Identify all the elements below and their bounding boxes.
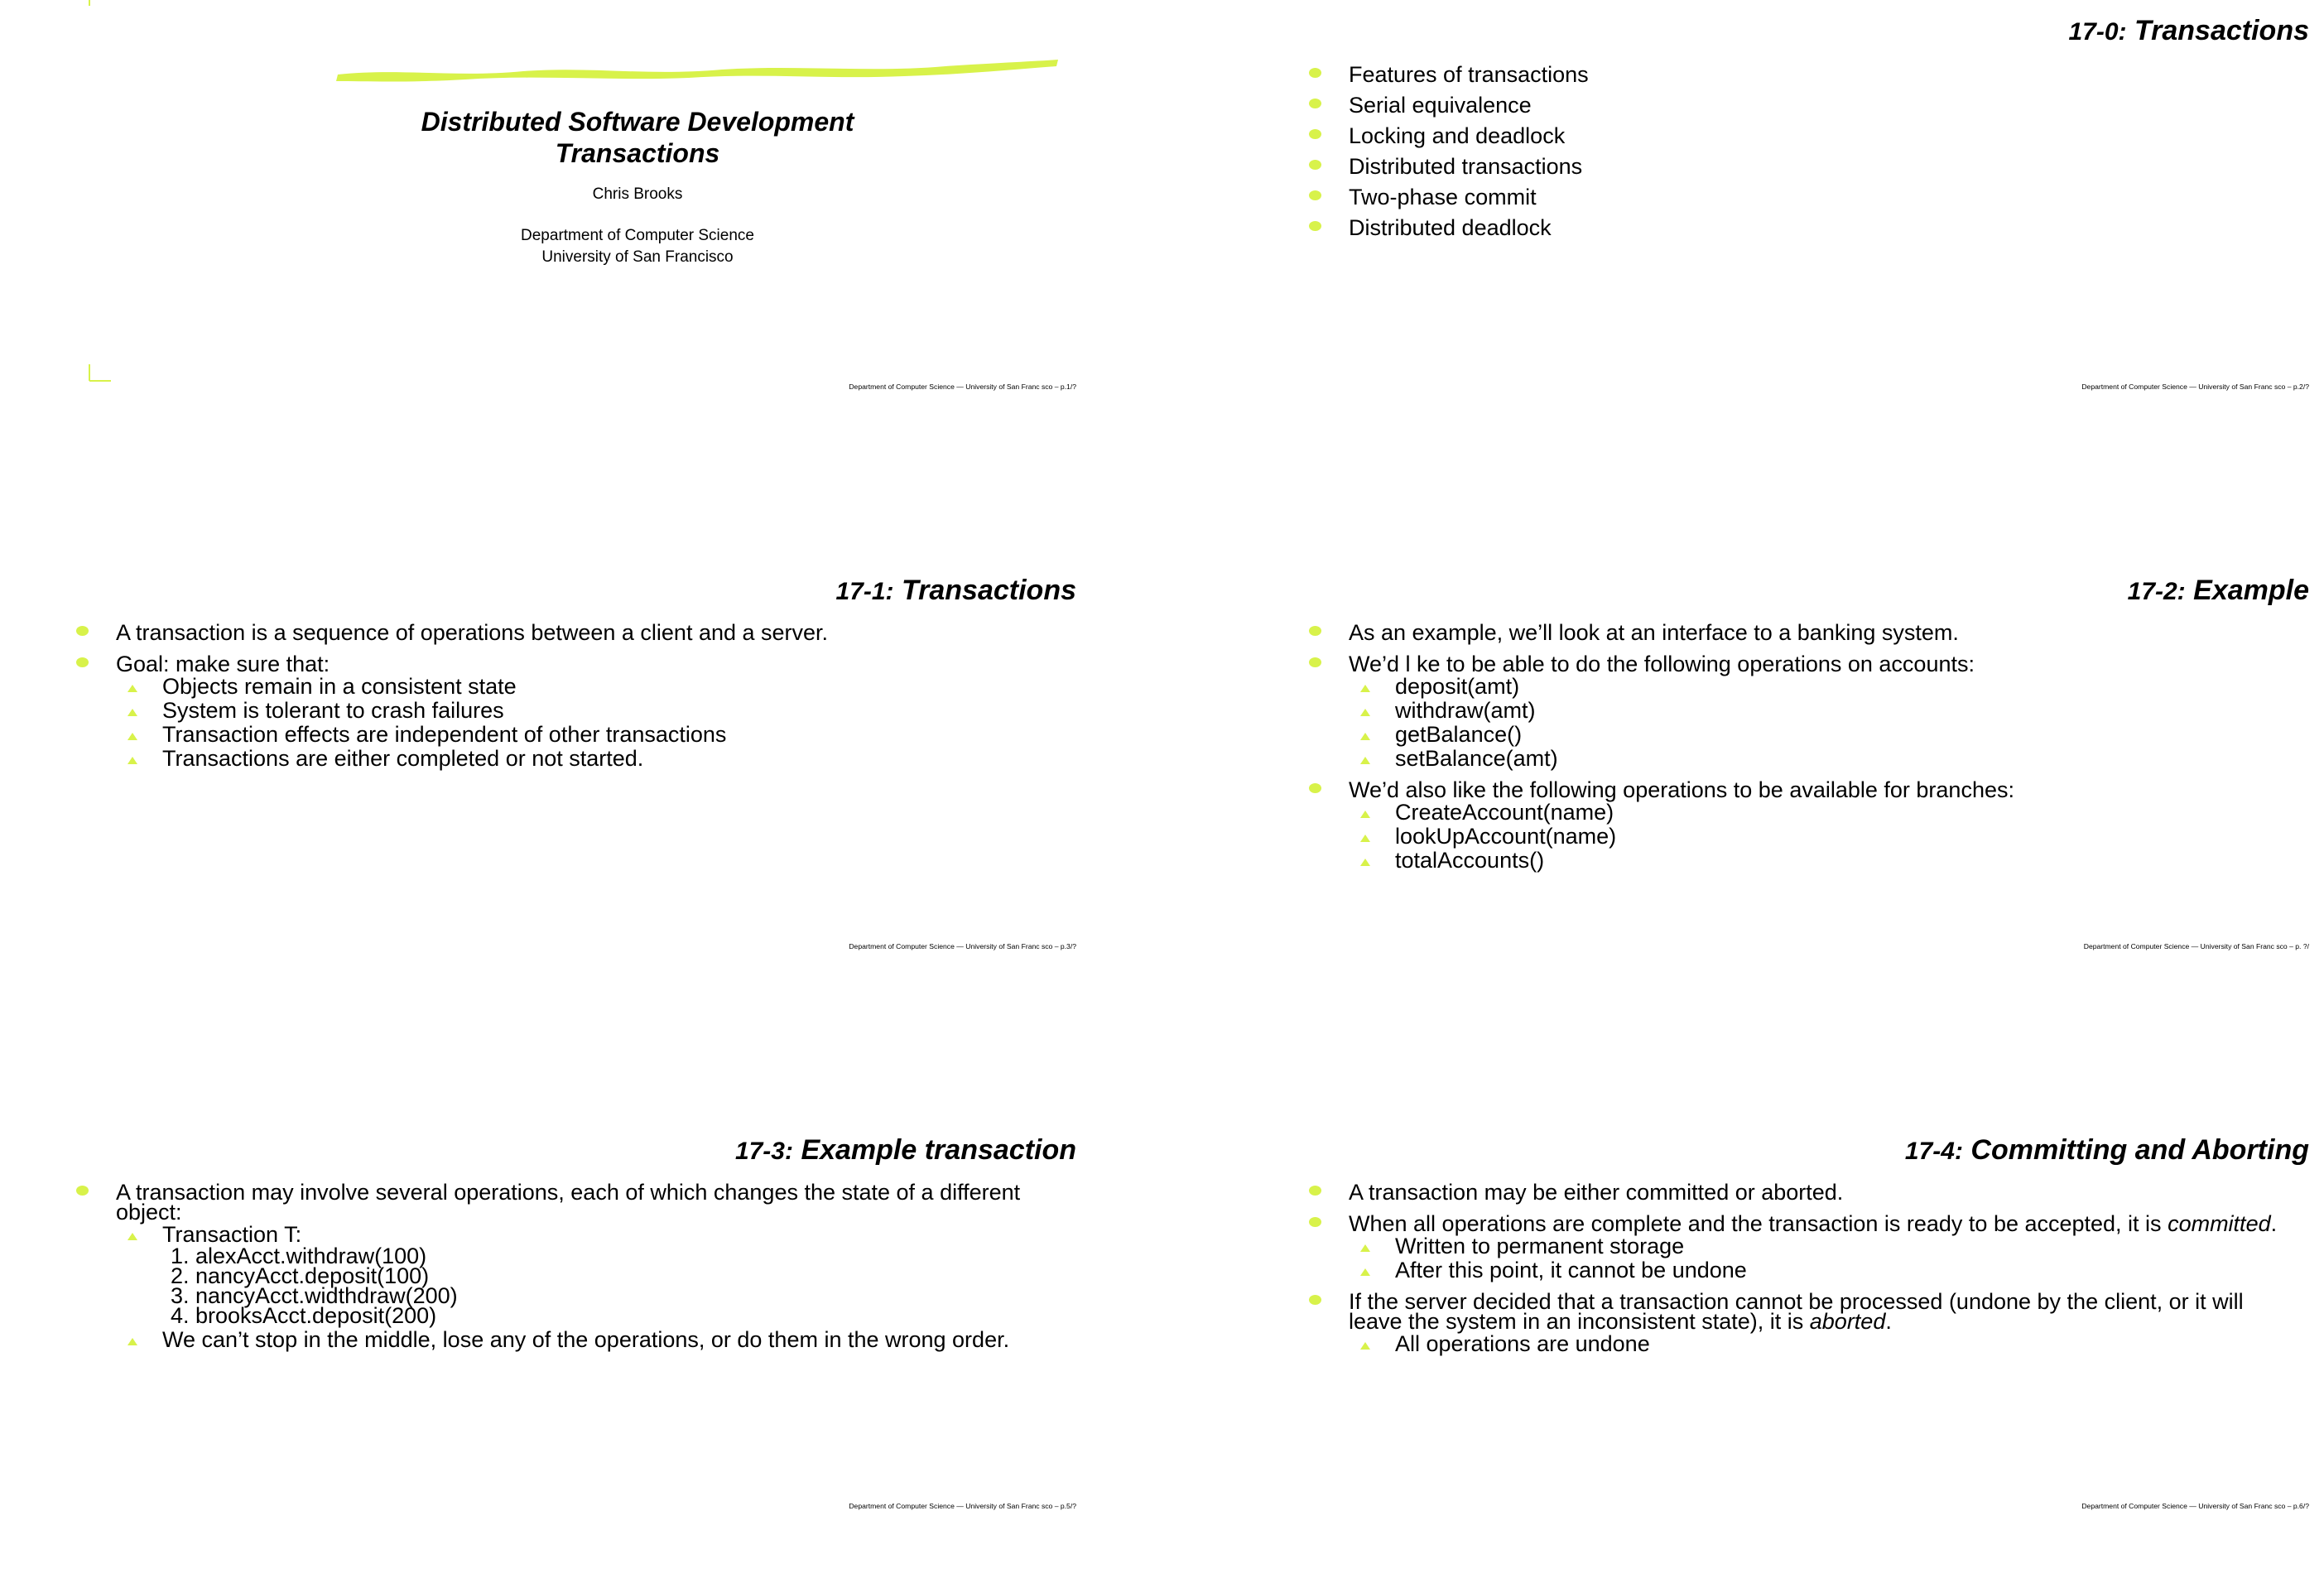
author-name: Chris Brooks [592,185,683,203]
slide-17-2 [1233,560,2309,1023]
slide-number: 17-1: [835,578,894,605]
list-item [116,1182,1068,1350]
list-item-text: We’d also like the following operations to be available for branches: [1349,777,2014,802]
slide-number: 17-3: [734,1138,793,1165]
emphasis-committed: committed [2168,1211,2271,1236]
slide-number: 17-2: [2127,578,2186,605]
list-item [1349,620,2301,645]
slide-17-4 [1233,1119,2309,1583]
slide-17-3 [0,1119,1076,1583]
emphasis-aborted: aborted [1809,1309,1886,1334]
list-item-text: . [1885,1309,1892,1334]
slide-title [2068,15,2309,47]
slide-title [2128,575,2309,607]
slide-footer: Department of Computer Science — University of San Franc sco – p.5/? [849,1502,1076,1510]
bullet-list [116,620,1068,780]
slide-heading: Committing and Aborting [1970,1134,2309,1166]
bullet-list [1349,1182,2301,1365]
department-name: Department of Computer Science [521,227,754,244]
list-item-text: As an example, we’ll look at an interface to a banking system. [1349,620,1959,645]
list-item-text: A transaction may be either committed or aborted. [1349,1180,1844,1205]
slide-footer: Department of Computer Science — University of San Franc sco – p.6/? [2081,1502,2309,1510]
list-item [1349,1180,2301,1205]
list-item-text: . [2270,1211,2278,1236]
affiliation [0,225,1275,268]
list-item: Distributed deadlock [1349,218,2301,238]
corner-mark-bottom-icon [86,364,114,384]
ordered-steps [162,1246,1068,1326]
slide-17-0 [1233,0,2309,464]
step-item: 1. alexAcct.withdraw(100) [195,1246,1068,1266]
sub-list-item: System is tolerant to crash failures [162,700,1068,720]
step-item: 2. nancyAcct.deposit(100) [195,1266,1068,1286]
sub-list-item: Transaction effects are independent of other transactions [162,724,1068,744]
list-item-text: If the server decided that a transaction cannot be processed (undone by the client, or it will leave the system in an inconsistent state), it is [1349,1289,2244,1334]
list-item [116,652,1068,771]
sub-list-item: We can’t stop in the middle, lose any of the operations, or do them in the wrong order. [162,1330,1068,1350]
slide-heading: Example transaction [801,1134,1076,1166]
slide-heading: Example [2193,575,2309,606]
corner-mark-top-icon [86,0,98,7]
sub-list-item [162,1222,1068,1328]
sub-list-item: lookUpAccount(name) [1395,826,2301,846]
slide-footer: Department of Computer Science — University of San Franc sco – p. ?/ [2083,942,2309,950]
sub-list-item: Objects remain in a consistent state [162,676,1068,696]
list-item [1349,777,2301,873]
slide-footer: Department of Computer Science — University of San Franc sco – p.2/? [2081,383,2309,391]
list-item [1349,652,2301,771]
slide-title [1905,1134,2309,1167]
slide-title [735,1134,1076,1167]
list-item: Serial equivalence [1349,95,2301,115]
step-item: 3. nancyAcct.widthdraw(200) [195,1286,1068,1306]
list-item: Two-phase commit [1349,187,2301,207]
slide-heading: Transactions [2134,15,2309,46]
sub-list-item: totalAccounts() [1395,850,2301,870]
highlighter-stroke-icon [333,56,1061,86]
slide-17-1 [0,560,1076,1023]
sub-list-item: After this point, it cannot be undone [1395,1260,2301,1280]
slide-heading: Transactions [901,575,1076,606]
sub-list-item: withdraw(amt) [1395,700,2301,720]
sub-list [1349,674,2301,771]
bullet-list [1349,620,2301,882]
sub-list [1349,800,2301,873]
title-block [0,106,1275,268]
slide-number: 17-4: [1904,1138,1963,1165]
sub-list-item: All operations are undone [1395,1334,2301,1354]
university-name: University of San Francisco [541,248,734,266]
slide-title [835,575,1076,607]
sub-list-item: getBalance() [1395,724,2301,744]
sub-list [116,674,1068,771]
list-item-text: A transaction may involve several operations, each of which changes the state of a different object: [116,1180,1021,1225]
list-item-text: A transaction is a sequence of operations between a client and a server. [116,620,829,645]
presentation-subtitle: Transactions [555,138,720,168]
sub-list-item: setBalance(amt) [1395,748,2301,768]
list-item: Locking and deadlock [1349,126,2301,146]
sub-list-item: CreateAccount(name) [1395,802,2301,822]
slide-number: 17-0: [2068,18,2127,46]
sub-list [1349,1236,2301,1280]
list-item [1349,1289,2301,1356]
bullet-list [1349,62,2301,248]
slide-footer: Department of Computer Science — University of San Franc sco – p.1/? [849,383,1076,391]
slide-title-page [0,0,1076,464]
sub-list-item-text: Transaction T: [162,1222,302,1247]
list-item [116,620,1068,645]
list-item-text: When all operations are complete and the transaction is ready to be accepted, it is [1349,1211,2168,1236]
sub-list-item: Transactions are either completed or not started. [162,748,1068,768]
sub-list-item: Written to permanent storage [1395,1236,2301,1256]
bullet-list [116,1182,1068,1361]
step-item: 4. brooksAcct.deposit(200) [195,1306,1068,1326]
list-item-text: We’d l ke to be able to do the following operations on accounts: [1349,652,1975,676]
list-item [1349,1211,2301,1282]
sub-list [116,1222,1068,1352]
sub-list [1349,1331,2301,1356]
list-item: Features of transactions [1349,65,2301,84]
presentation-title: Distributed Software Development [421,107,854,137]
sub-list-item: deposit(amt) [1395,676,2301,696]
list-item-text: Goal: make sure that: [116,652,330,676]
slide-footer: Department of Computer Science — University of San Franc sco – p.3/? [849,942,1076,950]
list-item: Distributed transactions [1349,156,2301,176]
